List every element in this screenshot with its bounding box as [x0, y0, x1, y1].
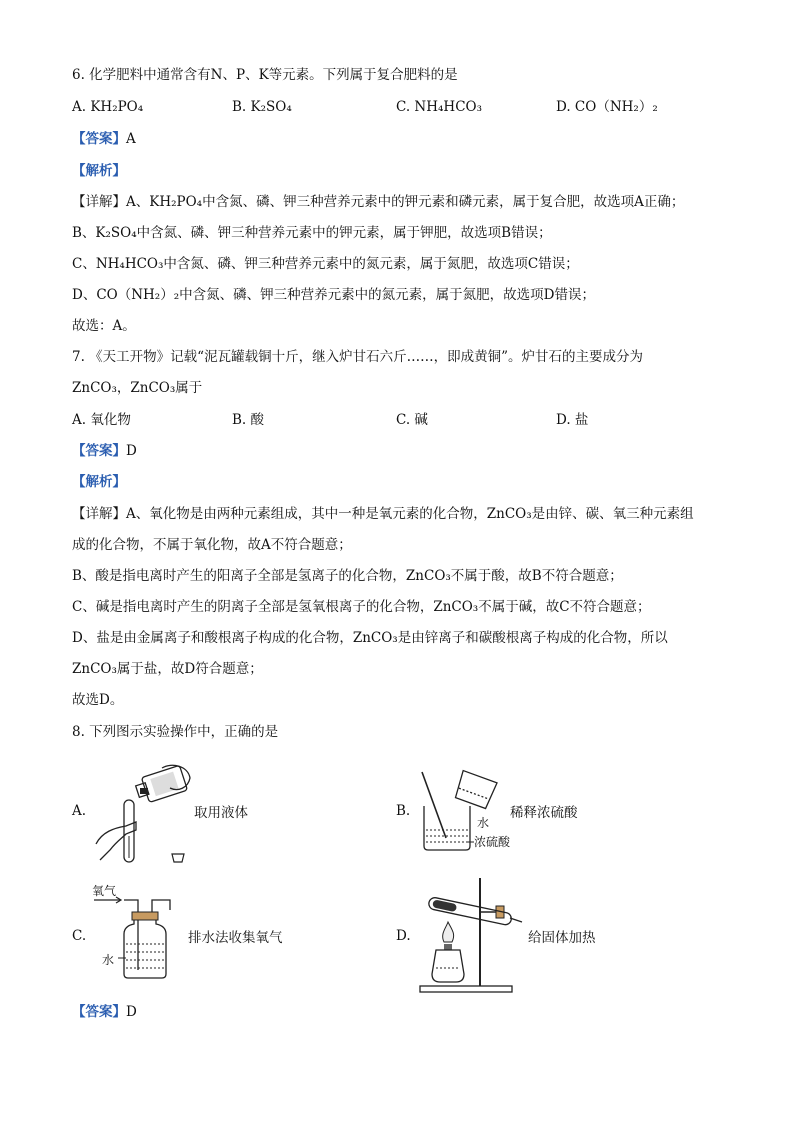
q8-option-b-acid-label: 浓硫酸 [474, 835, 511, 849]
q8-option-d-letter: D. [396, 928, 411, 944]
q6-detail-2: B、K₂SO₄中含氮、磷、钾三种营养元素中的钾元素，属于钾肥，故选项B错误； [72, 225, 552, 241]
q7-conclusion: 故选D。 [72, 692, 124, 708]
q6-option-a: A. KH₂PO₄ [72, 99, 144, 115]
q7-detail-3: B、酸是指电离时产生的阳离子全部是氢离子的化合物，ZnCO₃不属于酸，故B不符合题意； [72, 568, 623, 584]
q7-option-b: B. 酸 [232, 412, 265, 428]
q6-option-c: C. NH₄HCO₃ [396, 99, 483, 115]
q8-option-b-label: 稀释浓硫酸 [510, 805, 578, 821]
q8-option-c-label: 排水法收集氧气 [188, 930, 283, 946]
q8-answer-line [72, 1003, 137, 1021]
analysis-tag: 【解析】 [72, 474, 126, 490]
q7-detail-4: C、碱是指电离时产生的阴离子全部是氢氧根离子的化合物，ZnCO₃不属于碱，故C不符合题意； [72, 599, 651, 615]
answer-tag: 【答案】 [72, 131, 126, 147]
q7-detail-1: 【详解】A、氧化物是由两种元素组成，其中一种是氧元素的化合物，ZnCO₃是由锌、碳、氧三种元素组 [72, 506, 694, 522]
q8-option-b-letter: B. [396, 803, 411, 819]
heating-solid-figure [414, 872, 524, 996]
q7-stem-line1: 7. 《天工开物》记载“泥瓦罐载铜十斤，继入炉甘石六斤……，即成黄铜”。炉甘石的主要成分为 [72, 349, 643, 365]
liquid-pouring-figure [92, 762, 192, 872]
q8-stem: 8. 下列图示实验操作中，正确的是 [72, 724, 279, 740]
answer-value: D [126, 1004, 137, 1020]
q7-detail-5: D、盐是由金属离子和酸根离子构成的化合物，ZnCO₃是由锌离子和碳酸根离子构成的化合物，所以 [72, 630, 668, 646]
q6-detail-1: 【详解】A、KH₂PO₄中含氮、磷、钾三种营养元素中的钾元素和磷元素，属于复合肥，故选项A正确； [72, 194, 685, 210]
q6-conclusion: 故选：A。 [72, 318, 136, 334]
q8-option-b-water-label: 水 [477, 816, 490, 830]
q6-stem: 6. 化学肥料中通常含有N、P、K等元素。下列属于复合肥料的是 [72, 67, 458, 83]
q7-detail-6: ZnCO₃属于盐，故D符合题意； [72, 661, 263, 677]
q7-answer-line [72, 442, 137, 460]
q8-option-a-label: 取用液体 [194, 805, 248, 821]
answer-tag: 【答案】 [72, 1004, 126, 1020]
q8-option-c-water-label: 水 [102, 953, 115, 967]
q8-option-a-letter: A. [72, 803, 87, 819]
q6-answer-line [72, 130, 136, 148]
q7-option-a: A. 氧化物 [72, 412, 131, 428]
q7-stem-line2: ZnCO₃，ZnCO₃属于 [72, 380, 203, 396]
q7-detail-2: 成的化合物，不属于氧化物，故A不符合题意； [72, 537, 352, 553]
answer-value: D [126, 443, 137, 459]
answer-value: A [126, 131, 136, 147]
q6-option-d: D. CO（NH₂）₂ [556, 99, 658, 115]
analysis-tag: 【解析】 [72, 163, 126, 179]
q7-option-d: D. 盐 [556, 412, 589, 428]
q8-option-d-label: 给固体加热 [528, 930, 596, 946]
q7-option-c: C. 碱 [396, 412, 428, 428]
q8-option-c-letter: C. [72, 928, 87, 944]
q6-detail-4: D、CO（NH₂）₂中含氮、磷、钾三种营养元素中的氮元素，属于氮肥，故选项D错误； [72, 287, 595, 303]
q6-option-b: B. K₂SO₄ [232, 99, 292, 115]
q8-option-c-gas-label: 氧气 [92, 884, 117, 898]
q6-detail-3: C、NH₄HCO₃中含氮、磷、钾三种营养元素中的氮元素，属于氮肥，故选项C错误； [72, 256, 579, 272]
answer-tag: 【答案】 [72, 443, 126, 459]
